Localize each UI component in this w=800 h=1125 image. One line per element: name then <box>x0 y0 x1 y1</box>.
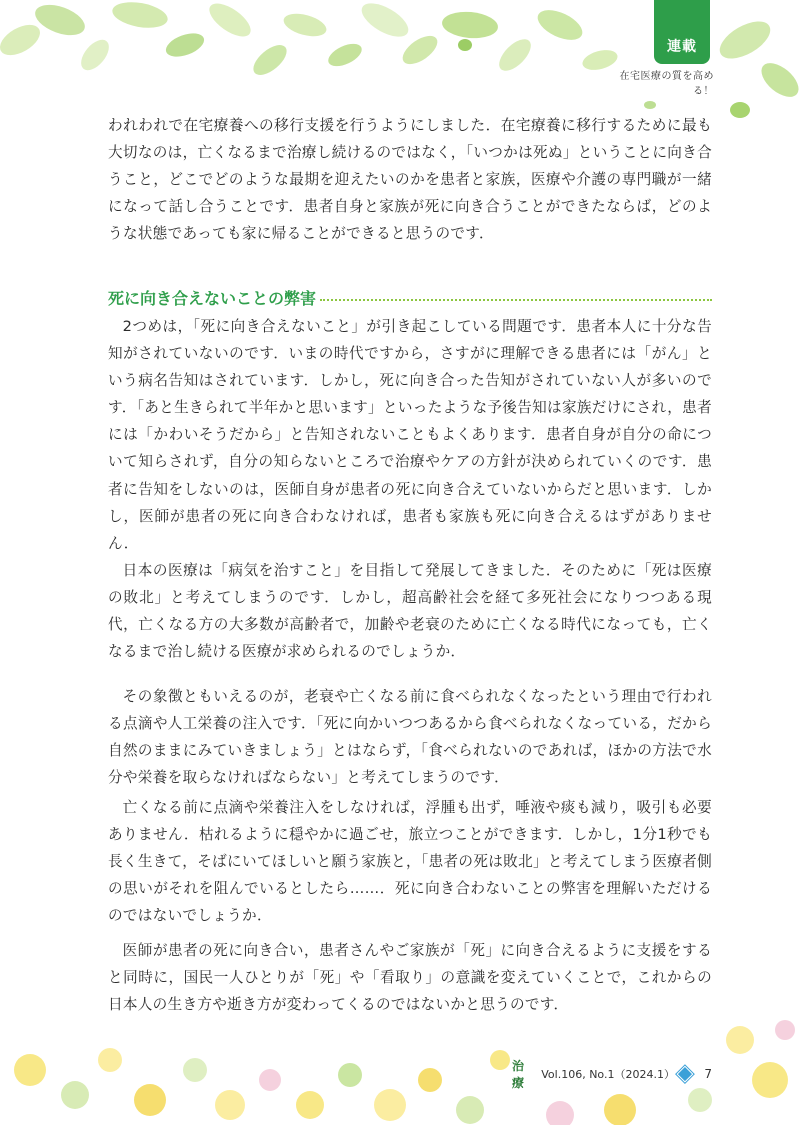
section-heading-title: 死に向き合えないことの弊害 <box>108 288 317 308</box>
body-paragraph-2: 2つめは，「死に向き合えないこと」が引き起こしている問題です．患者本人に十分な告知がされていないのです．いまの時代ですから，さすがに理解できる患者には「がん」という病名告知はされています．しかし，死に向き合った告知がされていない人が多いのです．「あと生きられて半年かと思います」といったような予後告知は家族だけにされ，患者には「かわいそうだから」と告知されないこともよくあります．患者自身が自分の命について知らされず，自分の知らないところで治療やケアの方針が決められていくのです．患者に告知をしないのは，医師自身が患者の死に向き合えていないからだと思います．しかし，医師が患者の死に向き合わなければ，患者も家族も死に向き合えるはずがありません． <box>108 318 712 552</box>
body-paragraph-3: 日本の医療は「病気を治すこと」を目指して発展してきました．そのために「死は医療の敗北」と考えてしまうのです．しかし，超高齢社会を経て多死社会になりつつある現代，亡くなる方の大多数が高齢者で，加齢や老衰のために亡くなる時代になっても，亡くなるまで治し続ける医療が求められるのでしょうか． <box>108 562 712 661</box>
footer-volume: Vol.106, No.1（2024.1） <box>541 1068 675 1081</box>
body-paragraph-5: 亡くなる前に点滴や栄養注入をしなければ，浮腫も出ず，唾液や痰も減り，吸引も必要ありません．枯れるように穏やかに過ごせ，旅立つことができます．しかし，1分1秒でも長く生きて，そばにいてほしいと願う家族と，「患者の死は敗北」と考えてしまう医療者側の思いがそれを阻んでいるとしたら……．死に向き合わないことの弊害を理解いただけるのではないでしょうか． <box>108 799 712 925</box>
footer-journal: 治療 <box>512 1059 525 1090</box>
series-label: 連載 <box>667 39 697 55</box>
body-paragraph-4: その象徴ともいえるのが，老衰や亡くなる前に食べられなくなったという理由で行われる点滴や人工栄養の注入です．「死に向かいつつあるから食べられなくなっている，だから自然のままにみていきましょう」とはならず，「食べられないのであれば，ほかの方法で水分や栄養を取らなければならない」と考えてしまうのです． <box>108 688 712 787</box>
page-number: 7 <box>704 1067 713 1081</box>
section-heading <box>108 283 712 311</box>
series-subtitle: 在宅医療の質を高める！ <box>619 71 714 97</box>
series-tab <box>654 0 710 64</box>
body-paragraph-6: 医師が患者の死に向き合い，患者さんやご家族が「死」に向き合えるように支援をすると同時に，国民一人ひとりが「死」や「看取り」の意識を変えていくことで，これからの日本人の生き方や逝き方が変わってくるのではないかと思うのです． <box>108 942 712 1014</box>
page-footer <box>512 1059 713 1090</box>
dotted-rule <box>320 299 712 301</box>
body-paragraph-1: われわれで在宅療養への移行支援を行うようにしました．在宅療養に移行するために最も大切なのは，亡くなるまで治療し続けるのではなく，「いつかは死ぬ」ということに向き合うこと，どこでどのような最期を迎えたいのかを患者と家族，医療や介護の専門職が一緒になって話し合うことです．患者自身と家族が死に向き合うことができたならば，どのような状態であっても家に帰ることができると思うのです． <box>108 117 712 243</box>
diamond-icon <box>676 1066 693 1083</box>
